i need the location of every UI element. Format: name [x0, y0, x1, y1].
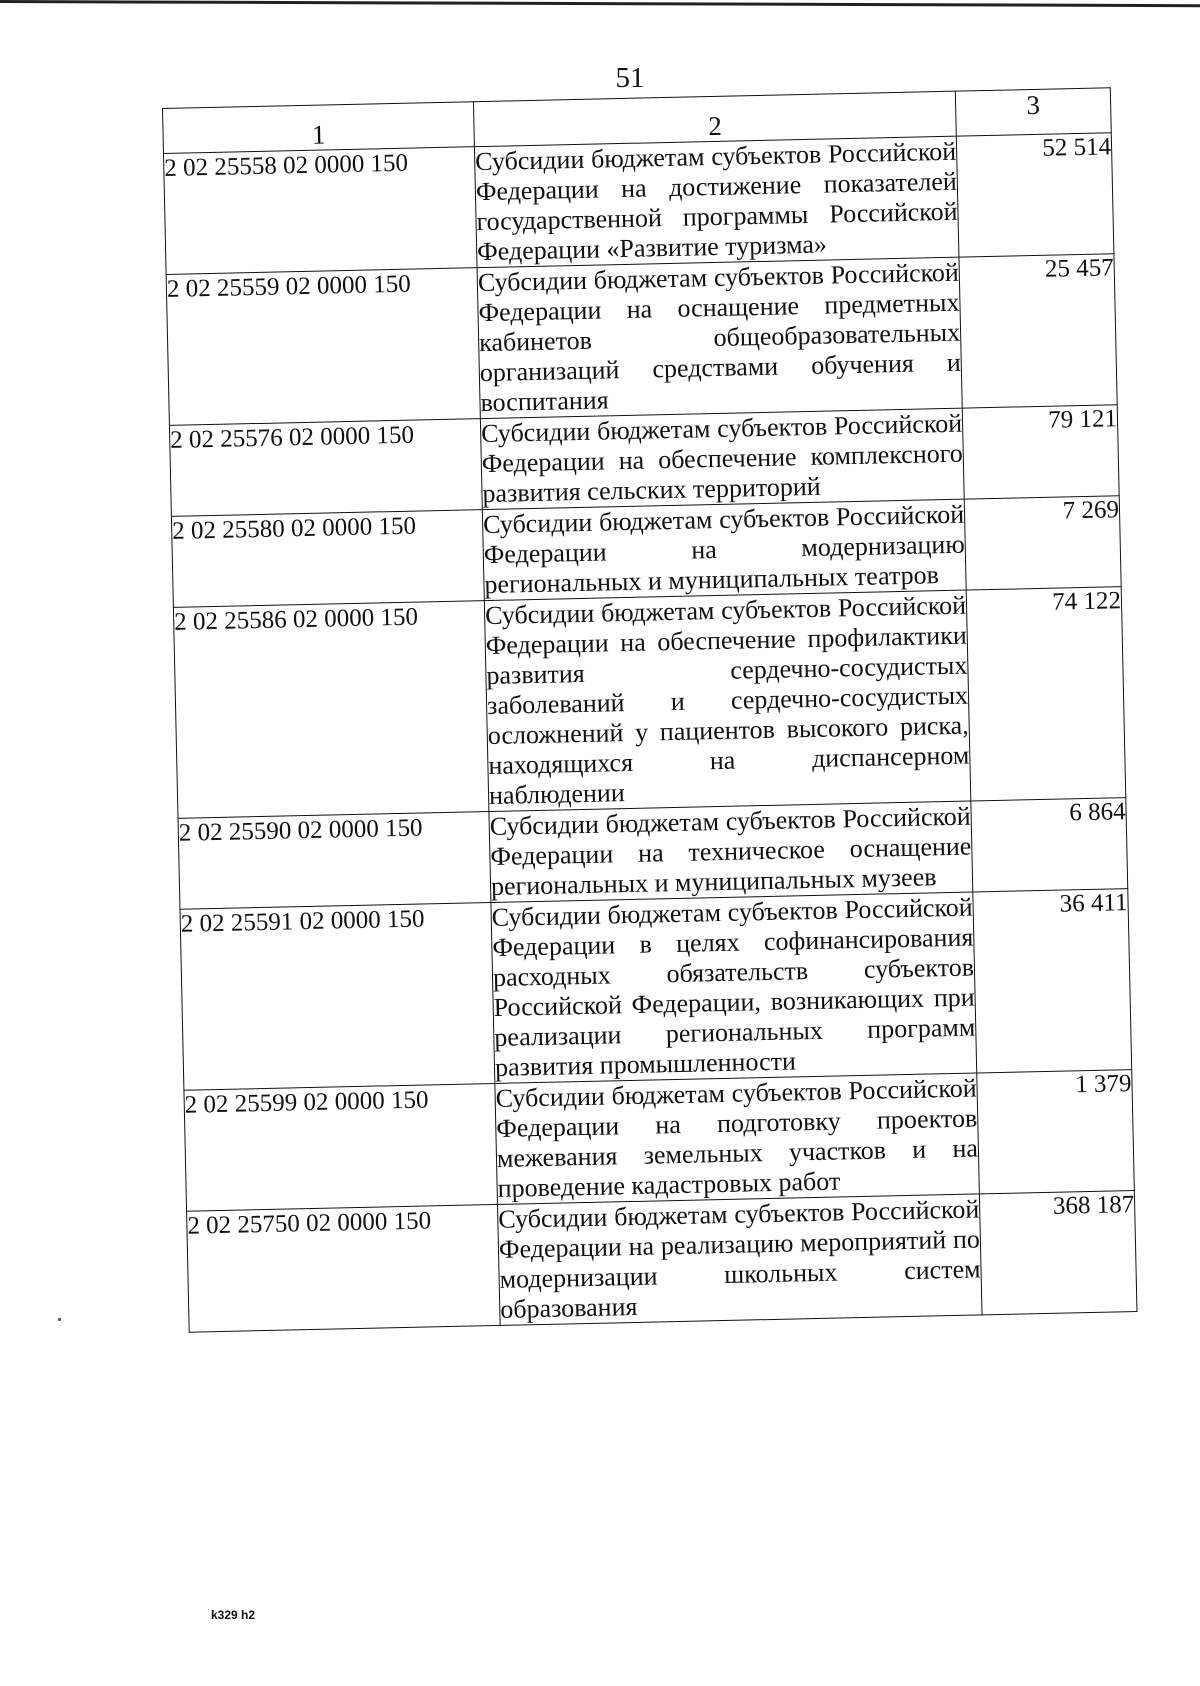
column-header-code: 1: [163, 102, 475, 154]
column-header-amount: 3: [955, 88, 1111, 136]
scan-speck: [58, 1318, 61, 1321]
scan-edge-line: [0, 0, 1200, 7]
subsidy-amount: 1 379: [977, 1070, 1135, 1194]
table-row: [187, 1191, 1137, 1333]
subsidy-amount: 79 121: [962, 405, 1119, 499]
subsidy-amount: 6 864: [971, 798, 1128, 892]
subsidy-amount: 25 457: [959, 254, 1117, 408]
subsidy-description: Субсидии бюджетам субъектов Российской Федерации в целях софинансирования расходных обязательств субъектов Российской Федерации, возникающих при реализации региональных программ развития промышленности: [491, 892, 976, 1082]
document-stamp-code: k329 h2: [211, 1608, 256, 1622]
subsidy-amount: 52 514: [956, 133, 1114, 257]
table-row: [166, 254, 1117, 426]
subsidy-description: Субсидии бюджетам субъектов Российской Федерации на оснащение предметных кабинетов общеобразовательных организаций средствами обучения и воспитания: [477, 257, 962, 418]
subsidy-description: Субсидии бюджетам субъектов Российской Федерации на обеспечение профилактики развития сердечно-сосудистых заболеваний и сердечно-сосудистых осложнений у пациентов высокого риска, находящихся на диспансерном наблюдении: [484, 590, 970, 811]
table-row: [180, 889, 1132, 1091]
subsidy-description: Субсидии бюджетам субъектов Российской Федерации на подготовку проектов межевания земельных участков и на проведение кадастровых работ: [495, 1073, 979, 1203]
budget-revenue-table: [162, 87, 1137, 1332]
budget-table-sheet: [162, 87, 1136, 1332]
page-number: 51: [615, 62, 645, 94]
budget-code: 2 02 25599 02 0000 150: [184, 1083, 498, 1211]
table-row: [163, 133, 1113, 275]
subsidy-description: Субсидии бюджетам субъектов Российской Федерации на обеспечение комплексного развития сельских территорий: [480, 408, 964, 509]
budget-code: 2 02 25591 02 0000 150: [180, 903, 495, 1091]
table-row: [184, 1070, 1134, 1212]
subsidy-amount: 7 269: [964, 496, 1121, 590]
subsidy-amount: 36 411: [973, 889, 1132, 1073]
table-row: [173, 587, 1125, 819]
budget-code: 2 02 25586 02 0000 150: [173, 601, 489, 819]
budget-code: 2 02 25750 02 0000 150: [187, 1204, 501, 1332]
subsidy-amount: 368 187: [979, 1191, 1137, 1315]
subsidy-description: Субсидии бюджетам субъектов Российской Федерации на техническое оснащение региональных и муниципальных музеев: [489, 801, 972, 902]
budget-code: 2 02 25558 02 0000 150: [163, 147, 477, 275]
column-header-name: 2: [473, 91, 956, 147]
subsidy-amount: 74 122: [966, 587, 1126, 801]
budget-code: 2 02 25580 02 0000 150: [171, 510, 484, 608]
subsidy-description: Субсидии бюджетам субъектов Российской Федерации на реализацию мероприятий по модернизации школьных систем образования: [498, 1194, 981, 1324]
subsidy-description: Субсидии бюджетам субъектов Российской Федерации на достижение показателей государственной программы Российской Федерации «Развитие туризма»: [474, 136, 958, 267]
budget-code: 2 02 25559 02 0000 150: [166, 268, 480, 426]
budget-code: 2 02 25576 02 0000 150: [169, 419, 482, 517]
budget-code: 2 02 25590 02 0000 150: [178, 812, 491, 910]
subsidy-description: Субсидии бюджетам субъектов Российской Федерации на модернизацию региональных и муниципальных театров: [482, 499, 966, 600]
